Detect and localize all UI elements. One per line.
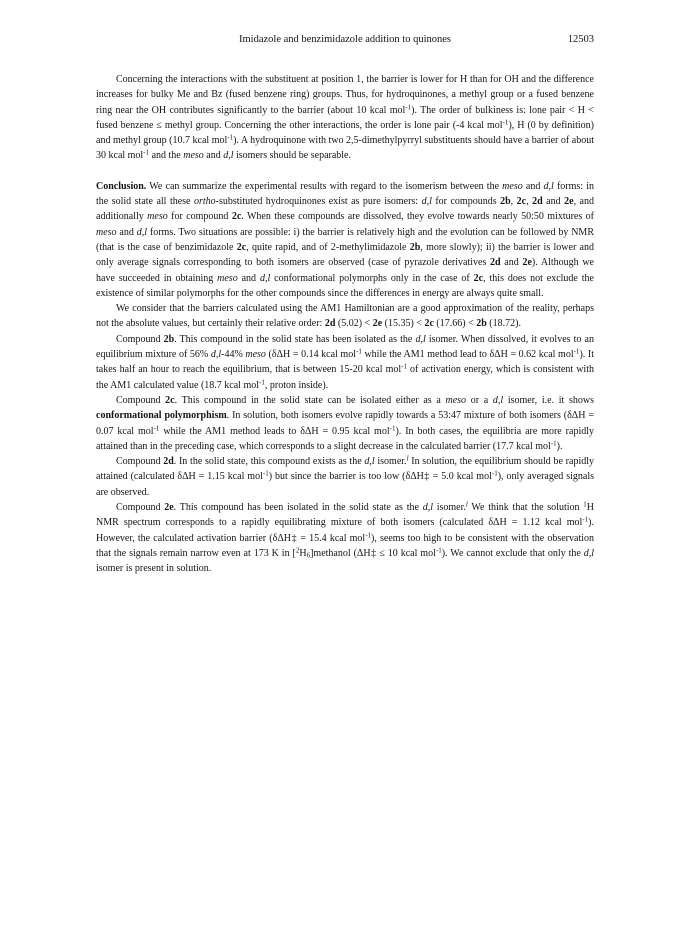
text: isomer. — [432, 502, 466, 514]
text: and — [237, 272, 260, 284]
italic-term: d,l — [415, 333, 426, 345]
text: -substituted hydroquinones exist as pure isomers: — [215, 196, 422, 208]
compound-ref: 2b — [500, 196, 511, 208]
italic-term: ortho — [193, 196, 216, 208]
text: while the AM1 method lead to δΔH = 0.62 kcal mol — [361, 349, 574, 361]
text: (δΔH = 0.14 kcal mol — [265, 349, 356, 361]
text: We think that the solution — [467, 502, 584, 514]
paragraph-am1-barriers — [96, 301, 594, 332]
page-number: 12503 — [567, 34, 594, 45]
text: or a — [466, 394, 493, 406]
text: (18.72). — [486, 318, 521, 330]
superscript: -1 — [389, 424, 396, 433]
text: ), only averaged signals are observed. — [96, 471, 594, 498]
superscript: -1 — [405, 103, 412, 112]
text: . This compound has been isolated in the solid state as the — [173, 502, 423, 514]
italic-term: d,l — [210, 349, 222, 361]
compound-ref: 2e — [372, 318, 383, 330]
text: and the — [149, 150, 184, 162]
italic-term: meso — [445, 394, 467, 406]
text: Concerning the interactions with the substituent at position 1, the barrier is lower for H than for OH and the difference increases for bulky Me and Bz (fused benzene ring) groups. Thus, for hydroquinones, a methyl group or a fused benzene ring near the OH contributes significantly to the barrier (about 10 kcal mol — [96, 74, 594, 116]
text: ]methanol (ΔH‡ ≤ 10 kcal mol — [310, 547, 436, 559]
text: . When these compounds are dissolved, they evolve towards nearly 50:50 mixtures of — [241, 211, 594, 223]
text: , — [526, 196, 533, 208]
text: isomer. When dissolved, it evolves to an equilibrium mixture of 56% — [96, 333, 594, 361]
italic-term: d,l — [259, 272, 271, 284]
italic-term: d,l — [583, 547, 595, 559]
superscript: -1 — [491, 469, 498, 478]
italic-term: d,l — [421, 196, 432, 208]
bold-term: conformational polymorphism — [96, 410, 227, 422]
section-heading: Conclusion. — [96, 180, 147, 192]
text: for compound — [167, 211, 232, 223]
isotope-superscript: 1 — [583, 500, 587, 509]
isotope-superscript: 2 — [295, 546, 300, 555]
text: , proton inside). — [264, 379, 329, 391]
running-title: Imidazole and benzimidazole addition to quinones — [239, 34, 451, 45]
superscript: -1 — [365, 531, 372, 540]
italic-term: meso — [502, 180, 523, 192]
text: for compounds — [431, 196, 501, 208]
superscript: -1 — [435, 546, 442, 555]
compound-ref: 2b — [409, 241, 421, 253]
paragraph-conclusion — [96, 179, 594, 301]
italic-term: meso — [183, 150, 204, 162]
text: . This compound in the solid state has been isolated as the — [174, 333, 416, 345]
text: ). Although we have succeeded in obtaining — [96, 257, 594, 284]
text: and — [116, 226, 137, 238]
text: Compound — [116, 394, 166, 406]
text: (17.66) < — [433, 318, 477, 330]
compound-ref: 2c — [516, 196, 527, 208]
compound-ref: 2c — [473, 272, 484, 284]
superscript: -1 — [262, 469, 269, 478]
text: and — [203, 150, 224, 162]
running-header — [96, 34, 594, 48]
superscript: -1 — [401, 362, 407, 371]
text: and — [542, 196, 565, 208]
text: and — [500, 257, 523, 269]
italic-term: d,l — [492, 394, 504, 406]
superscript: -1 — [582, 515, 589, 524]
text: We consider that the barriers calculated using the AM1 Hamiltonian are a good approximation of the reality, perhaps not the absolute values, but certainly their relative order: — [96, 303, 594, 330]
text: . In solution, both isomers evolve rapidly towards a 53:47 mixture of both isomers (δΔH = 0.07 kcal mol — [96, 410, 594, 437]
superscript: -1 — [143, 148, 150, 157]
italic-term: d,l — [223, 150, 234, 162]
italic-term: d,l — [364, 456, 375, 468]
paragraph-compound-2b — [96, 332, 594, 393]
compound-ref: 2d — [163, 456, 174, 468]
superscript: -1 — [227, 133, 234, 142]
italic-term: meso — [245, 349, 266, 361]
text: and — [522, 180, 544, 192]
text: ). — [556, 440, 563, 452]
italic-term: meso — [96, 226, 117, 238]
superscript: -1 — [259, 378, 265, 387]
text: Compound — [116, 333, 164, 345]
text: We can summarize the experimental results with regard to the isomerism between the — [146, 180, 503, 192]
text: ), H (0 by definition) and methyl group (10.7 kcal mol — [96, 119, 595, 147]
italic-term: meso — [217, 272, 238, 284]
text: ). In both cases, the equilibria are more rapidly attained than in the preceding case, which corresponds to a slight decrease in the calculated barrier (17.7 kcal mol — [96, 425, 594, 452]
text: H NMR spectrum corresponds to a rapidly equilibrating mixture of both isomers (calculated δΔH = 1.12 kcal mol — [96, 502, 595, 529]
text: isomer is present in solution. — [96, 563, 212, 575]
compound-ref: 2b — [476, 318, 487, 330]
text: while the AM1 method leads to δΔH = 0.95 kcal mol — [159, 425, 390, 437]
text: ), seems too high to be consistent with the observation that the signals remain narrow even at 173 K in [ — [96, 532, 594, 559]
compound-ref: 2b — [163, 333, 175, 345]
text: In solution, the equilibrium should be rapidly attained (calculated δΔH = 1.15 kcal mol — [96, 456, 595, 483]
text: ). A hydroquinone with two 2,5-dimethylpyrryl substituents should have a barrier of about 30 kcal mol — [96, 135, 594, 162]
text: forms: in the solid state all these — [96, 180, 594, 208]
text: (5.02) < — [335, 318, 373, 330]
text: , and additionally — [96, 196, 594, 223]
text: -44% — [221, 349, 246, 361]
italic-term: d,l — [543, 180, 554, 192]
text: , more slowly); ii) the barrier is lower and only average signals corresponding to both isomers are observed (case of pyrazole derivatives — [96, 241, 594, 269]
paragraph-barrier-interactions — [96, 72, 594, 164]
compound-ref: 2c — [424, 318, 434, 330]
paragraph-compound-2c — [96, 393, 594, 454]
compound-ref: 2c — [231, 211, 242, 223]
reference-mark: l — [465, 500, 468, 509]
paragraph-compound-2d — [96, 454, 594, 500]
compound-ref: 2d — [490, 257, 501, 269]
superscript: -1 — [356, 347, 362, 356]
compound-ref: 2c — [236, 241, 247, 253]
text: . This compound in the solid state can be isolated either as a — [174, 394, 446, 406]
superscript: -1 — [573, 347, 580, 356]
text: , this does not exclude the existence of similar polymorphs for the other compounds since the differences in energy are always quite small. — [96, 272, 594, 299]
text: conformational polymorphs only in the case of — [270, 272, 474, 284]
text: ). The order of bulkiness is: lone pair < H < fused benzene ≤ methyl group. Concerning the other interactions, the order is lone pair (-4 kcal mol — [96, 104, 594, 131]
text: , — [510, 196, 517, 208]
italic-term: meso — [147, 211, 168, 223]
superscript: -1 — [153, 424, 160, 433]
compound-ref: 2e — [164, 502, 174, 514]
text: (15.35) < — [382, 318, 425, 330]
reference-mark: l — [406, 454, 409, 463]
superscript: -1 — [550, 439, 557, 448]
text: isomer. — [374, 456, 407, 468]
compound-ref: 2e — [522, 257, 532, 269]
text: H — [299, 547, 307, 559]
compound-ref: 2d — [532, 196, 543, 208]
text: ). However, the calculated activation barrier (δΔH‡ = 15.4 kcal mol — [96, 517, 594, 544]
text: . In the solid state, this compound exists as the — [173, 456, 365, 468]
text: , quite rapid, and of 2-methylimidazole — [246, 241, 410, 253]
compound-ref: 2e — [564, 196, 574, 208]
article-body — [96, 72, 594, 577]
text: isomer, i.e. it shows — [503, 394, 594, 406]
text: Compound — [116, 456, 164, 468]
compound-ref: 2c — [165, 394, 175, 406]
text: Compound — [116, 502, 165, 514]
text: ). We cannot exclude that only the — [441, 547, 584, 559]
text: of activation energy, which is consistent with the AM1 calculated value (18.7 kcal mol — [96, 364, 594, 391]
italic-term: d,l — [422, 502, 433, 514]
compound-ref: 2d — [324, 318, 336, 330]
subscript: 6 — [306, 551, 311, 560]
text: ). It takes half an hour to reach the equilibrium, that is between 15-20 kcal mol — [96, 349, 594, 376]
text: ) but since the barrier is too low (δΔH‡ = 5.0 kcal mol — [268, 471, 492, 483]
italic-term: d,l — [136, 226, 148, 238]
text: isomers should be separable. — [233, 150, 351, 162]
text: forms. Two situations are possible: i) the barrier is relatively high and the evolution can be followed by NMR (that is the case of benzimidazole — [96, 226, 594, 253]
paragraph-compound-2e — [96, 500, 594, 576]
superscript: -1 — [502, 118, 509, 127]
